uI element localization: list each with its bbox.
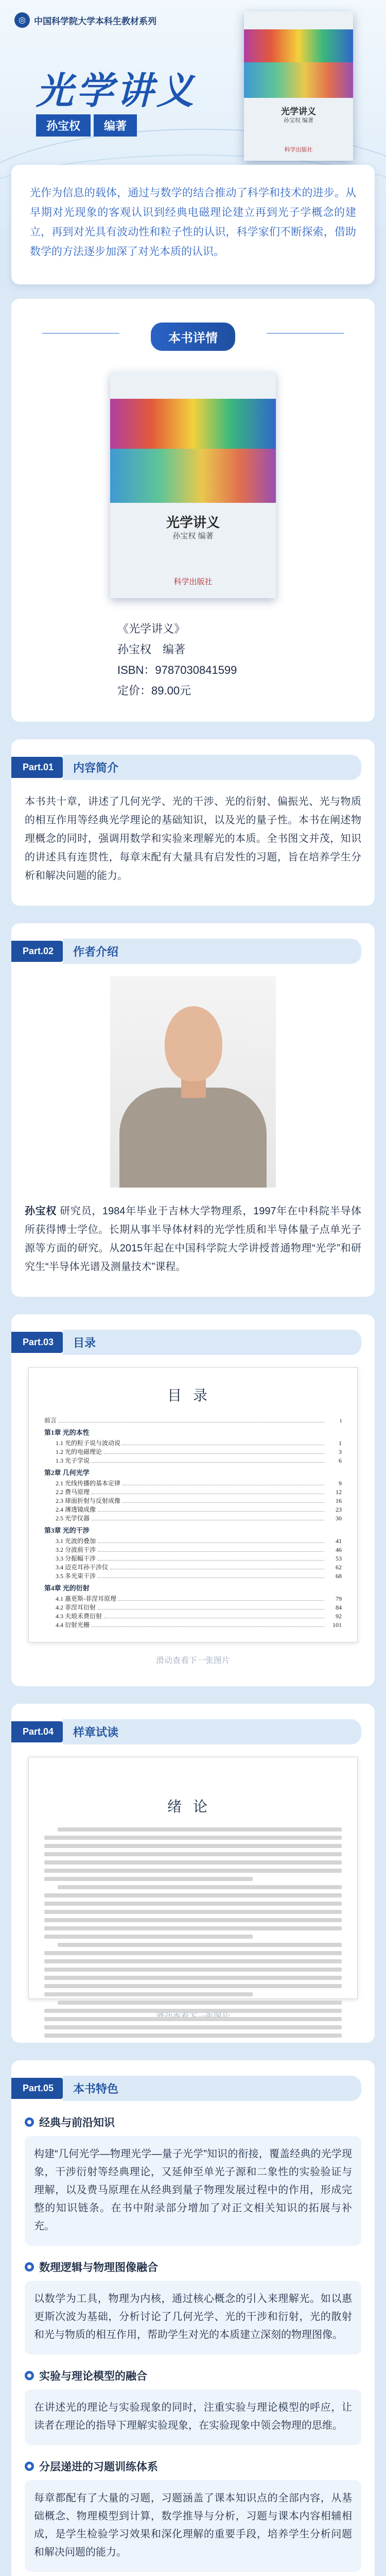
header-book-cover [244, 11, 353, 161]
author-photo [110, 976, 276, 1188]
section-title: 内容简介 [63, 755, 361, 780]
sample-text-line [44, 2009, 342, 2013]
feature-title-text: 经典与前沿知识 [39, 2117, 115, 2129]
toc-page-number: 30 [336, 1515, 342, 1522]
toc-page-number: 6 [339, 1457, 342, 1464]
bullet-icon [25, 2262, 34, 2272]
feature-item [25, 2114, 361, 2246]
series-name: 中国科学院大学本科生教材系列 [34, 16, 156, 26]
sample-text-line [44, 1926, 342, 1930]
feature-item [25, 2368, 361, 2445]
toc-entry: 2.2 费马原理 [56, 1488, 90, 1496]
feature-box [25, 2281, 361, 2354]
toc-page-image[interactable] [28, 1367, 358, 1642]
toc-page-number: 84 [336, 1604, 342, 1611]
feature-text: 每章都配有了大量的习题，习题涵盖了课本知识点的全部内容，从基础概念、物理模型到计算，数学推导与分析，习题与课本内容相辅相成，是学生检验学习效果和深化理解的重要手段，培养学生分析问题和解决问题的能力。 [34, 2493, 352, 2558]
toc-row [44, 1572, 342, 1581]
author-bio [25, 1202, 361, 1276]
toc-row [44, 1479, 342, 1488]
toc-row [44, 1448, 342, 1456]
bullet-icon [25, 2117, 34, 2127]
feature-title-text: 数理逻辑与物理图像融合 [39, 2262, 158, 2274]
toc-page-number: 3 [339, 1448, 342, 1455]
sample-text-line [44, 1910, 342, 1914]
toc-page-number: 12 [336, 1488, 342, 1496]
toc-page-number: 16 [336, 1497, 342, 1504]
sample-text-line [44, 1984, 342, 1988]
sample-text-lines [44, 1827, 342, 2038]
toc-entry: 3.1 光波的叠加 [56, 1537, 96, 1545]
cover-title: 光学讲义 [166, 514, 220, 530]
toc-entry: 1.2 光的电磁理论 [56, 1448, 102, 1455]
toc-row [44, 1456, 342, 1465]
sample-text-line [44, 1959, 342, 1963]
intro-card [11, 165, 375, 284]
section-header [11, 939, 361, 964]
cover-publisher: 科学出版社 [173, 578, 213, 586]
toc-chapter: 第1章 光的本性 [44, 1429, 90, 1436]
publisher-logo [14, 12, 156, 28]
toc-row [44, 1514, 342, 1523]
section-header [11, 1719, 361, 1744]
section-title: 作者介绍 [63, 939, 361, 964]
toc-entry: 前言 [44, 1417, 57, 1424]
sample-text-line [44, 1918, 342, 1922]
author-strip [36, 114, 137, 137]
section-badge: Part.04 [11, 1721, 63, 1742]
section-content-summary [11, 739, 375, 906]
toc-row [44, 1595, 342, 1603]
section-title: 样章试读 [63, 1719, 361, 1744]
toc-page-number: 53 [336, 1555, 342, 1562]
toc-page-number: 92 [336, 1613, 342, 1620]
toc-entry: 4.2 菲涅耳衍射 [56, 1604, 96, 1611]
toc-entry: 2.5 光学仪器 [56, 1515, 90, 1522]
toc-entry: 3.2 分波前干涉 [56, 1546, 96, 1553]
author-name: 孙宝权 [36, 114, 91, 137]
sample-text-line [44, 1844, 342, 1848]
toc-entry: 2.3 球面折射与反射成像 [56, 1497, 121, 1504]
sample-text-line [44, 1860, 342, 1865]
cover-publisher: 科学出版社 [284, 146, 313, 153]
section-badge: Part.02 [11, 941, 63, 962]
sample-text-line [44, 1935, 253, 1939]
sample-text-line [58, 1943, 342, 1947]
toc-chapter: 第3章 光的干涉 [44, 1527, 90, 1534]
heading-rule [42, 333, 119, 334]
toc-row [44, 1488, 342, 1497]
feature-title [25, 2459, 361, 2474]
sample-text-line [44, 2017, 342, 2021]
sample-text-line [44, 1893, 342, 1897]
toc-row [44, 1554, 342, 1563]
toc-page-title: 目录 [167, 1388, 219, 1404]
sample-text-line [44, 1951, 342, 1955]
section-header [11, 755, 361, 780]
book-details [11, 299, 375, 722]
toc-entry: 2.4 薄透镜成像 [56, 1506, 96, 1513]
sample-text-line [44, 1968, 342, 1972]
author-bio-name: 孙宝权 [25, 1206, 57, 1217]
feature-title-text: 分层递进的习题训练体系 [39, 2461, 158, 2473]
toc-chapter: 第4章 光的衍射 [44, 1584, 90, 1592]
toc-page-number: 9 [339, 1480, 342, 1487]
feature-item [25, 2459, 361, 2572]
heading-rule [267, 333, 344, 334]
feature-text: 在讲述光的理论与实验现象的同时，注重实验与理论模型的呼应，让读者在理论的指导下理解实验现象，在实验现象中领会物理的思维。 [34, 2402, 352, 2431]
feature-title [25, 2259, 361, 2275]
sample-text-line [44, 2033, 342, 2038]
section-author [11, 923, 375, 1297]
toc-entry: 2.1 光线传播的基本定律 [56, 1480, 121, 1487]
sample-text-line [58, 1885, 342, 1889]
toc-page-number: 62 [336, 1564, 342, 1571]
toc-row [44, 1546, 342, 1554]
toc-entry: 4.3 夫琅禾费衍射 [56, 1613, 102, 1620]
toc-entry: 4.4 衍射光栅 [56, 1621, 90, 1629]
author-bio-text: 研究员，1984年毕业于吉林大学物理系，1997年在中科院半导体所获得博士学位。长期从事半导体材料的光学性质和半导体量子点单光子源等方面的研究。从2015年起在中国科学院大学讲授普通物理“光学”和研究生“半导体光谱及测量技术”课程。 [25, 1206, 362, 1273]
feature-text: 以数学为工具，物理为内核，通过核心概念的引入来理解光。如以惠更斯次波为基础，分析讨论了几何光学、光的干涉和衍射，光的散射和光与物质的相互作用，帮助学生对光的本质建立深刻的物理图像。 [34, 2293, 352, 2341]
detail-list [11, 619, 375, 701]
feature-box [25, 2480, 361, 2572]
toc-page-number: 101 [332, 1621, 342, 1629]
toc-page-number: 68 [336, 1572, 342, 1580]
toc-entry: 3.3 分振幅干涉 [56, 1555, 96, 1562]
detail-isbn: ISBN：9787030841599 [117, 664, 237, 676]
toc-page-number: 46 [336, 1546, 342, 1553]
section-badge: Part.05 [11, 2078, 63, 2099]
toc-row [44, 1612, 342, 1621]
book-title: 光学讲义 [36, 71, 197, 112]
feature-box [25, 2389, 361, 2445]
section-header [11, 2076, 361, 2101]
feature-text: 构建“几何光学—物理光学—量子光学”知识的衔接，覆盖经典的光学现象，干涉衍射等经典理论，又延伸至单光子源和二象性的实验验证与理解，以及费马原理在从经典到量子物理发展过程中的作用，形成完整的知识链条。在书中附录部分增加了对正文相关知识的拓展与补充。 [34, 2148, 352, 2232]
section-badge: Part.01 [11, 757, 63, 778]
bullet-icon [25, 2462, 34, 2471]
feature-title-text: 实验与理论模型的融合 [39, 2370, 147, 2382]
toc-row [44, 1621, 342, 1630]
intro-text: 光作为信息的载体，通过与数学的结合推动了科学和技术的进步。从早期对光现象的客观认识到经典电磁理论建立再到光子学概念的建立，再到对光具有波动性和粒子性的认识，科学家们不断探索，借助数学的方法逐步加深了对光本质的认识。 [30, 187, 356, 258]
toc-entry: 1.1 光的粒子说与波动说 [56, 1439, 121, 1447]
bullet-icon [25, 2371, 34, 2380]
toc-entry: 3.4 迈克耳孙干涉仪 [56, 1564, 109, 1571]
sample-text-line [44, 1852, 342, 1856]
feature-box [25, 2136, 361, 2246]
toc-entry: 3.5 多光束干涉 [56, 1572, 96, 1580]
toc-row [44, 1416, 342, 1425]
toc-page-number: i [340, 1417, 342, 1424]
details-book-cover [110, 371, 276, 598]
sample-text-line [44, 1902, 342, 1906]
toc-row [44, 1537, 342, 1546]
summary-text: 本书共十章，讲述了几何光学、光的干涉、光的衍射、偏振光、光与物质的相互作用等经典光学理论的基础知识，以及光的量子性。本书在阐述物理概念的同时，强调用数学和实验来理解光的本质。全书图文并茂，知识的讲述具有连贯性，每章末配有大量具有启发性的习题，旨在培养学生分析和解决问题的能力。 [25, 796, 361, 882]
feature-list [25, 2114, 361, 2572]
sample-text-line [44, 1976, 342, 1980]
sample-text-line [58, 2001, 342, 2005]
swipe-hint: 滑动查看下一张图片 [155, 1656, 230, 1665]
toc-page-number: 23 [336, 1506, 342, 1513]
section-toc [11, 1314, 375, 1686]
sample-text-line [44, 1869, 342, 1873]
feature-title [25, 2368, 361, 2383]
toc-entry: 1.3 光子学说 [56, 1457, 90, 1464]
details-heading: 本书详情 [151, 323, 235, 351]
toc-row [44, 1497, 342, 1505]
sample-text-line [58, 1827, 342, 1832]
cover-author: 孙宝权 编著 [283, 117, 314, 124]
toc-entry: 4.1 惠更斯-菲涅耳原理 [56, 1595, 116, 1602]
sample-text-line [44, 1992, 253, 1996]
section-title: 目录 [63, 1330, 361, 1355]
publisher-logo-icon: ◎ [14, 12, 30, 28]
author-role: 编著 [94, 114, 137, 137]
sample-text-line [44, 1877, 253, 1881]
section-header [11, 1330, 361, 1355]
detail-price: 定价：89.00元 [117, 684, 191, 697]
detail-book-name: 《光学讲义》 [117, 622, 186, 635]
toc-page-number: 1 [339, 1439, 342, 1447]
toc-page-number: 41 [336, 1537, 342, 1545]
detail-author: 孙宝权 编著 [117, 643, 186, 656]
sample-page-title: 绪论 [167, 1799, 219, 1815]
cover-author: 孙宝权 编著 [172, 532, 214, 540]
section-sample [11, 1704, 375, 2043]
section-title: 本书特色 [63, 2076, 361, 2101]
section-features [11, 2060, 375, 2576]
section-badge: Part.03 [11, 1332, 63, 1353]
sample-page-image[interactable] [28, 1757, 358, 1999]
feature-title [25, 2114, 361, 2130]
feature-item [25, 2259, 361, 2354]
toc-chapter: 第2章 几何光学 [44, 1469, 90, 1477]
toc-page-number: 79 [336, 1595, 342, 1602]
cover-title: 光学讲义 [281, 106, 316, 116]
toc-row [44, 1563, 342, 1572]
toc-row [44, 1439, 342, 1448]
toc-list [44, 1416, 342, 1630]
sample-text-line [44, 2025, 342, 2029]
toc-row [44, 1505, 342, 1514]
toc-row [44, 1603, 342, 1612]
sample-text-line [44, 1836, 342, 1840]
